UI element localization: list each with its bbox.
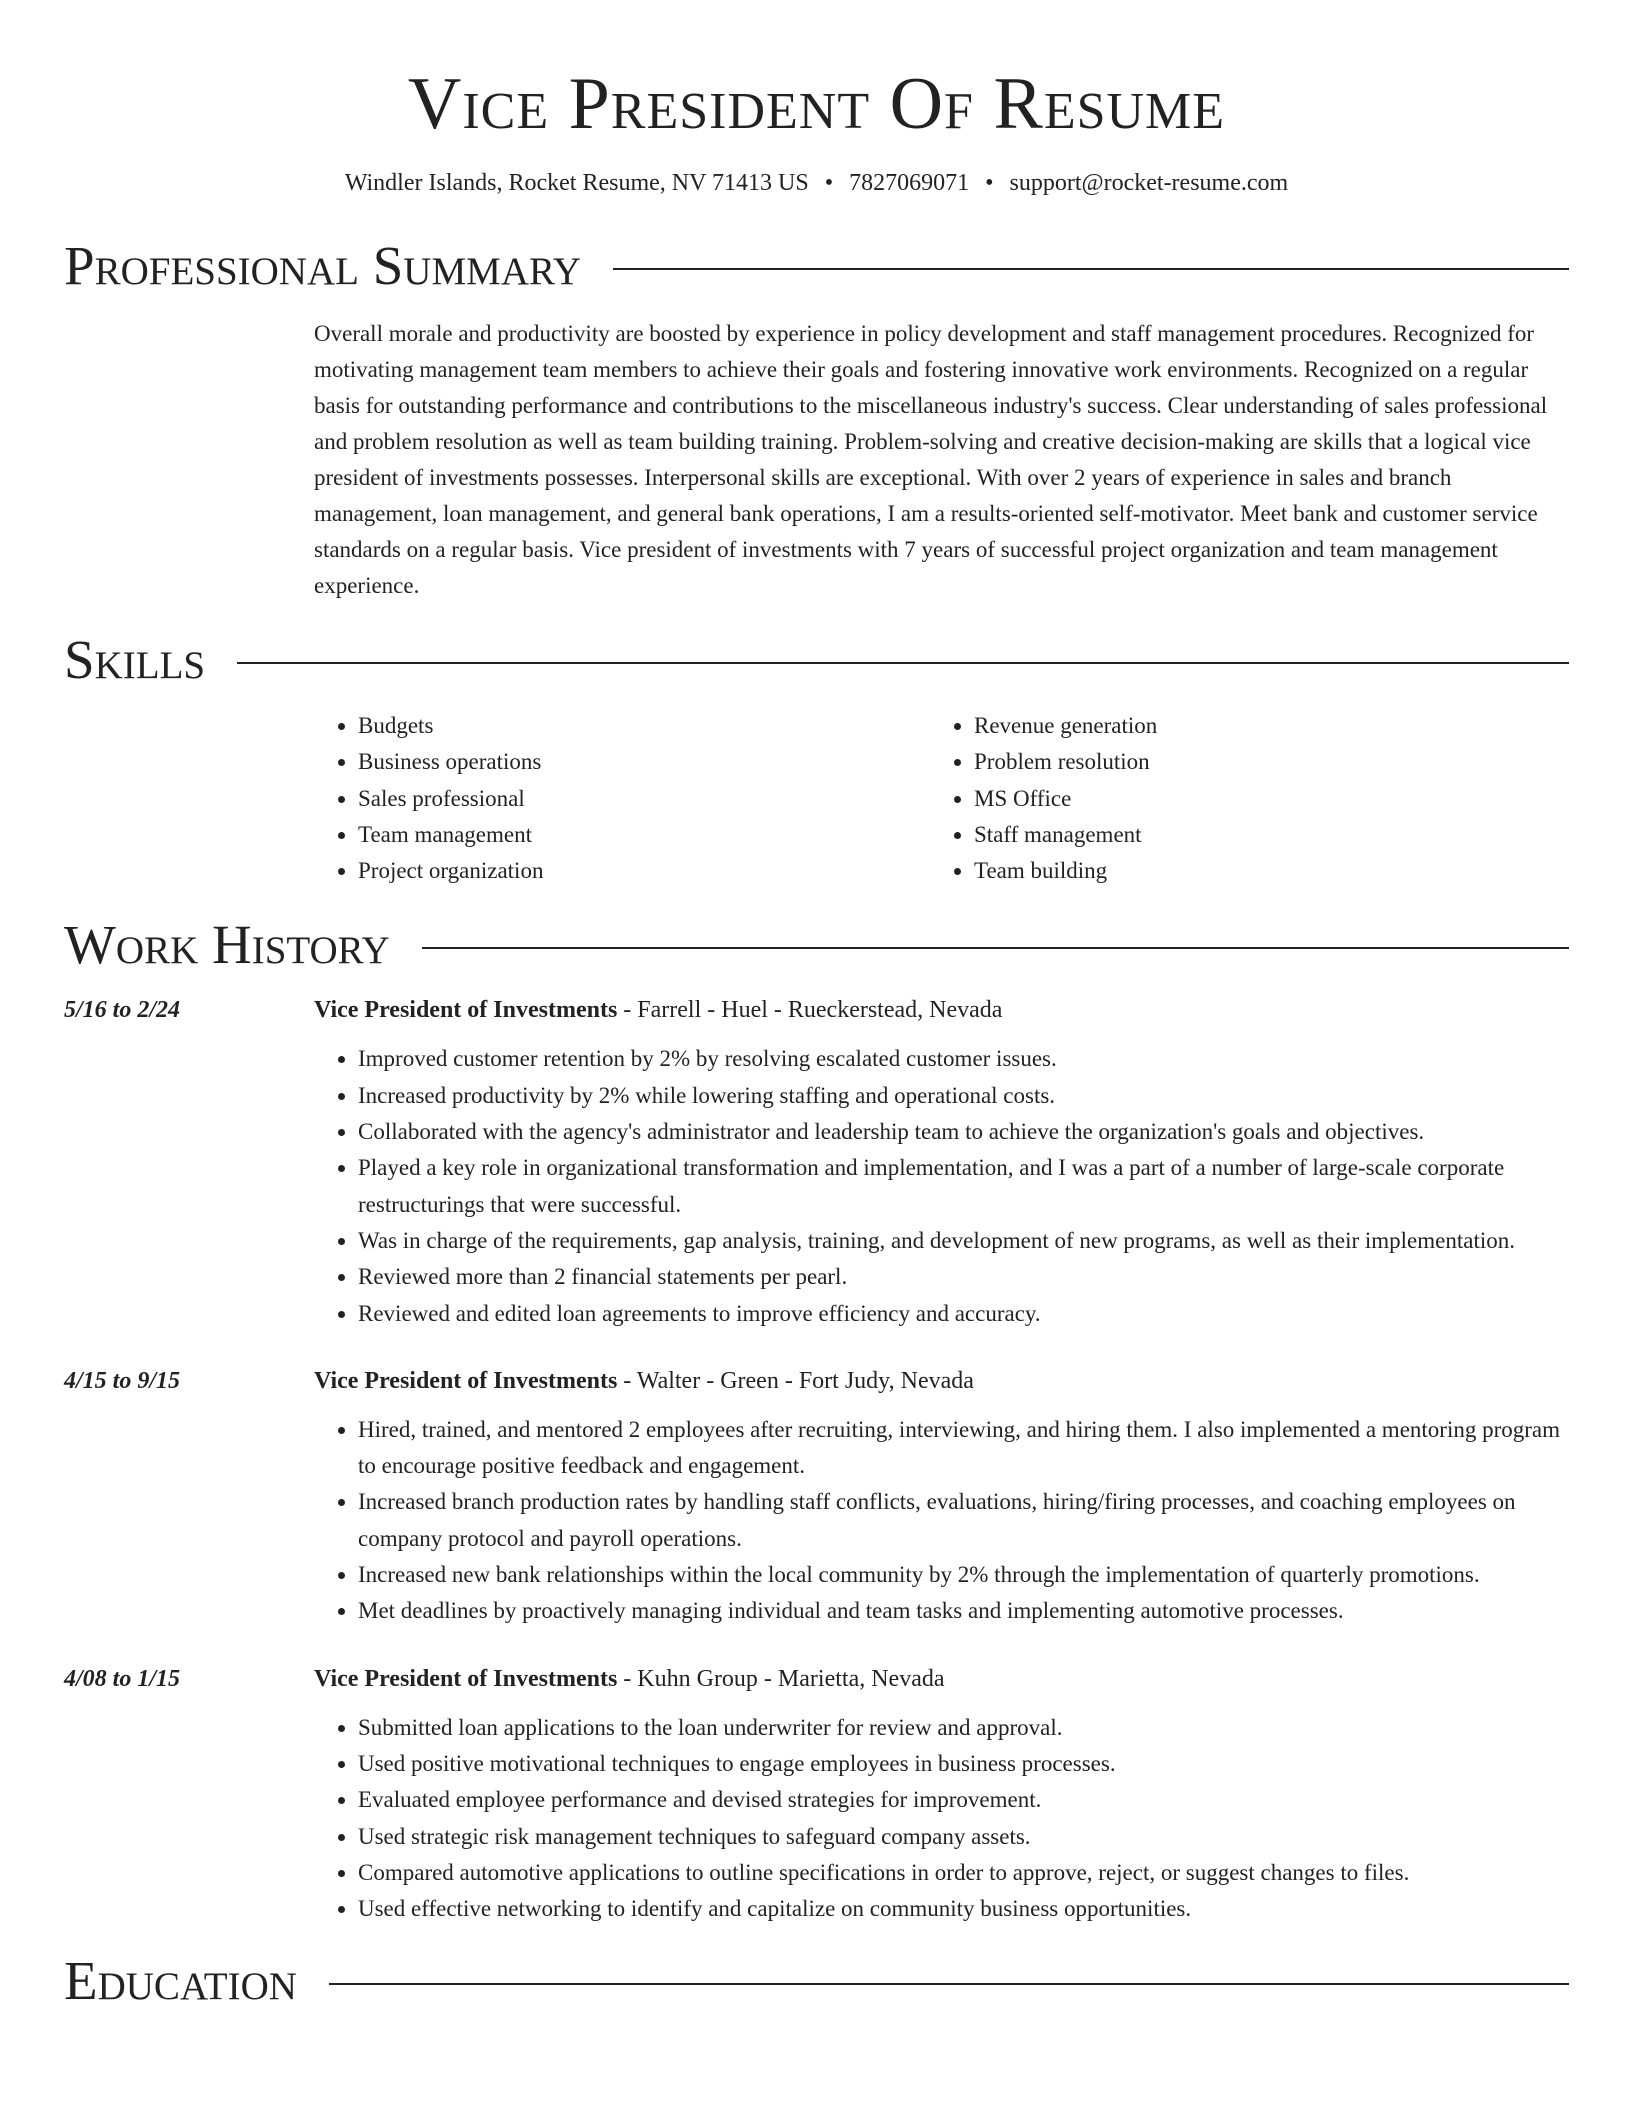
section-heading — [64, 628, 1569, 692]
section-heading — [64, 1949, 1569, 2013]
skills-title: Skills — [64, 629, 206, 690]
job-body — [314, 1364, 1569, 1630]
skill-item: • Staff management — [974, 817, 1546, 853]
skill-item: • Team management — [358, 817, 930, 853]
job-title: Vice President of Investments — [314, 1367, 618, 1394]
job-bullets — [314, 1710, 1569, 1928]
education-section — [64, 1949, 1569, 2013]
skills-list-right — [930, 708, 1546, 889]
summary-section — [64, 234, 1569, 604]
summary-body — [314, 316, 1569, 604]
job-bullet: • Compared automotive applications to outline specifications in order to approve, reject, or suggest changes to files. — [358, 1855, 1569, 1891]
job-bullet: • Increased productivity by 2% while lowering staffing and operational costs. — [358, 1078, 1569, 1114]
job-bullet: • Reviewed more than 2 financial statements per pearl. — [358, 1259, 1569, 1295]
skill-item: • Team building — [974, 853, 1546, 889]
section-heading — [64, 234, 1569, 298]
job-bullet: • Submitted loan applications to the loan underwriter for review and approval. — [358, 1710, 1569, 1746]
job-bullet: • Played a key role in organizational transformation and implementation, and I was a part of a number of large-scale corporate restructurings that were successful. — [358, 1150, 1569, 1223]
resume-header — [64, 60, 1569, 198]
contact-separator: • — [985, 170, 994, 196]
job-heading — [314, 1364, 1569, 1398]
job-entry — [64, 1662, 1569, 1928]
skill-item: • Sales professional — [358, 781, 930, 817]
skills-list-left — [314, 708, 930, 889]
contact-phone: 7827069071 — [849, 170, 970, 196]
summary-title: Professional Summary — [64, 235, 582, 296]
section-divider — [422, 947, 1569, 949]
job-body — [314, 993, 1569, 1331]
job-bullet: • Met deadlines by proactively managing individual and team tasks and implementing automotive processes. — [358, 1593, 1569, 1629]
contact-address: Windler Islands, Rocket Resume, NV 71413 US — [344, 170, 809, 196]
job-employer: - Kuhn Group - Marietta, Nevada — [617, 1665, 945, 1692]
job-bullet: • Hired, trained, and mentored 2 employees after recruiting, interviewing, and hiring them. I also implemented a mentoring program to encourage positive feedback and engagement. — [358, 1412, 1569, 1485]
job-bullet: • Increased branch production rates by handling staff conflicts, evaluations, hiring/firing processes, and coaching employees on company protocol and payroll operations. — [358, 1484, 1569, 1557]
job-bullets — [314, 1412, 1569, 1630]
job-entry — [64, 993, 1569, 1331]
job-title: Vice President of Investments — [314, 997, 618, 1024]
skills-column-right — [930, 708, 1546, 889]
job-body — [314, 1662, 1569, 1928]
job-bullet: • Collaborated with the agency's administrator and leadership team to achieve the organization's goals and objectives. — [358, 1114, 1569, 1150]
section-heading — [64, 913, 1569, 977]
job-bullets — [314, 1041, 1569, 1331]
work-history-title: Work History — [64, 914, 390, 976]
skills-grid — [314, 708, 1569, 889]
contact-separator: • — [824, 170, 834, 196]
job-bullet: • Was in charge of the requirements, gap analysis, training, and development of new programs, as well as their implementation. — [358, 1223, 1569, 1259]
resume-page — [64, 0, 1569, 2013]
job-bullet: • Reviewed and edited loan agreements to improve efficiency and accuracy. — [358, 1296, 1569, 1332]
section-divider — [613, 268, 1569, 270]
skill-item: • Budgets — [358, 708, 930, 744]
job-heading — [314, 1662, 1569, 1696]
job-bullet: • Used strategic risk management techniques to safeguard company assets. — [358, 1819, 1569, 1855]
skills-column-left — [314, 708, 930, 889]
job-employer: - Walter - Green - Fort Judy, Nevada — [617, 1367, 974, 1394]
skill-item: • Project organization — [358, 853, 930, 889]
job-bullet: • Used effective networking to identify and capitalize on community business opportunities. — [358, 1891, 1569, 1927]
job-entry — [64, 1364, 1569, 1630]
contact-line — [64, 168, 1569, 198]
job-heading — [314, 993, 1569, 1027]
section-divider — [329, 1983, 1569, 1985]
contact-email: support@rocket-resume.com — [1009, 170, 1289, 196]
skill-item: • MS Office — [974, 781, 1546, 817]
job-dates: 5/16 to 2/24 — [64, 997, 181, 1024]
section-divider — [237, 662, 1569, 664]
education-title: Education — [64, 1950, 297, 2012]
job-title: Vice President of Investments — [314, 1665, 618, 1692]
job-bullet: • Used positive motivational techniques to engage employees in business processes. — [358, 1746, 1569, 1782]
skill-item: • Revenue generation — [974, 708, 1546, 744]
job-bullet: • Improved customer retention by 2% by resolving escalated customer issues. — [358, 1041, 1569, 1077]
summary-text: Overall morale and productivity are boosted by experience in policy development and staff management procedures. Recognized for motivating management team members to achieve their goals and fostering innovative work environments. Recognized on a regular basis for outstanding performance and contributions to the miscellaneous industry's success. Clear understanding of sales professional and problem resolution as well as team building training. Problem-solving and creative decision-making are skills that a logical vice president of investments possesses. Interpersonal skills are exceptional. With over 2 years of experience in sales and branch management, loan management, and general bank operations, I am a results-oriented self-motivator. Meet bank and customer service standards on a regular basis. Vice president of investments with 7 years of successful project organization and team management experience. — [314, 321, 1548, 598]
skills-section — [64, 628, 1569, 889]
job-employer: - Farrell - Huel - Rueckerstead, Nevada — [617, 997, 1003, 1024]
job-dates: 4/08 to 1/15 — [64, 1665, 181, 1692]
job-bullet: • Evaluated employee performance and devised strategies for improvement. — [358, 1782, 1569, 1818]
job-bullet: • Increased new bank relationships within the local community by 2% through the implementation of quarterly promotions. — [358, 1557, 1569, 1593]
skill-item: • Problem resolution — [974, 744, 1546, 780]
work-history-section — [64, 913, 1569, 1927]
skill-item: • Business operations — [358, 744, 930, 780]
job-dates: 4/15 to 9/15 — [64, 1367, 181, 1394]
candidate-name: Vice President Of Resume — [407, 63, 1226, 145]
